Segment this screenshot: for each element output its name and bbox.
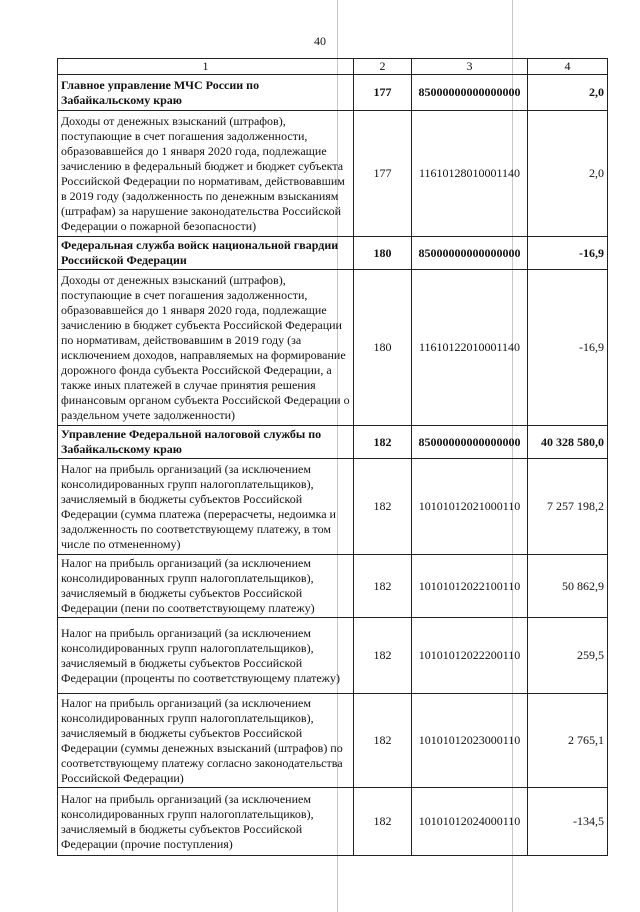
table-row <box>58 694 608 788</box>
table-row <box>58 111 608 237</box>
row-kbk-code: 10101012023000110 <box>412 694 528 788</box>
row-amount: -16,9 <box>528 270 608 426</box>
row-description: Налог на прибыль организаций (за исключением консолидированных групп налогоплательщиков), зачисляемый в бюджеты субъектов Российской Федерации (пени по соответствующему платежу) <box>58 555 354 618</box>
row-admin-code: 177 <box>354 75 412 111</box>
table-section-row <box>58 237 608 270</box>
row-kbk-code: 11610128010001140 <box>412 111 528 237</box>
table-section-row <box>58 75 608 111</box>
table-row <box>58 618 608 694</box>
row-admin-code: 182 <box>354 618 412 694</box>
table-row <box>58 270 608 426</box>
page-number: 40 <box>314 34 326 48</box>
row-amount: 2 765,1 <box>528 694 608 788</box>
revenue-table <box>57 58 608 856</box>
row-description: Налог на прибыль организаций (за исключением консолидированных групп налогоплательщиков), зачисляемый в бюджеты субъектов Российской Федерации (суммы денежных взысканий (штрафов) по соответствующему платежу согласно законодательства Российской Федерации) <box>58 694 354 788</box>
header-col-2: 2 <box>354 59 412 75</box>
table-body <box>58 75 608 856</box>
row-description: Главное управление МЧС России по Забайкальскому краю <box>58 75 354 111</box>
row-admin-code: 182 <box>354 555 412 618</box>
row-admin-code: 182 <box>354 788 412 856</box>
row-admin-code: 177 <box>354 111 412 237</box>
row-kbk-code: 10101012022200110 <box>412 618 528 694</box>
row-description: Налог на прибыль организаций (за исключением консолидированных групп налогоплательщиков), зачисляемый в бюджеты субъектов Российской Федерации (сумма платежа (перерасчеты, недоимка и задолженность по соответствующему платежу, в том числе по отмененному) <box>58 459 354 555</box>
row-description: Налог на прибыль организаций (за исключением консолидированных групп налогоплательщиков), зачисляемый в бюджеты субъектов Российской Федерации (прочие поступления) <box>58 788 354 856</box>
row-admin-code: 182 <box>354 459 412 555</box>
table-row <box>58 459 608 555</box>
row-kbk-code: 85000000000000000 <box>412 75 528 111</box>
row-kbk-code: 10101012022100110 <box>412 555 528 618</box>
row-admin-code: 182 <box>354 694 412 788</box>
row-kbk-code: 10101012021000110 <box>412 459 528 555</box>
row-description: Федеральная служба войск национальной гвардии Российской Федерации <box>58 237 354 270</box>
row-admin-code: 182 <box>354 426 412 459</box>
row-kbk-code: 85000000000000000 <box>412 426 528 459</box>
row-kbk-code: 85000000000000000 <box>412 237 528 270</box>
header-row <box>58 59 608 75</box>
row-description: Налог на прибыль организаций (за исключением консолидированных групп налогоплательщиков), зачисляемый в бюджеты субъектов Российской Федерации (проценты по соответствующему платежу) <box>58 618 354 694</box>
row-description: Управление Федеральной налоговой службы по Забайкальскому краю <box>58 426 354 459</box>
row-amount: 7 257 198,2 <box>528 459 608 555</box>
row-amount: -16,9 <box>528 237 608 270</box>
row-amount: 2,0 <box>528 111 608 237</box>
row-description: Доходы от денежных взысканий (штрафов), поступающие в счет погашения задолженности, образовавшейся до 1 января 2020 года, подлежащие зачислению в бюджет субъекта Российской Федерации по нормативам, действовавшим в 2019 году (за исключением доходов, направляемых на формирование дорожного фонда субъекта Российской Федерации, а также иных платежей в случае принятия решения финансовым органом субъекта Российской Федерации о раздельном учете задолженности) <box>58 270 354 426</box>
table-row <box>58 788 608 856</box>
table-section-row <box>58 426 608 459</box>
row-admin-code: 180 <box>354 270 412 426</box>
header-col-1: 1 <box>58 59 354 75</box>
table-row <box>58 555 608 618</box>
row-amount: 2,0 <box>528 75 608 111</box>
row-amount: 40 328 580,0 <box>528 426 608 459</box>
row-description: Доходы от денежных взысканий (штрафов), поступающие в счет погашения задолженности, образовавшейся до 1 января 2020 года, подлежащие зачислению в федеральный бюджет и бюджет субъекта Российской Федерации по нормативам, действовавшим в 2019 году (задолженность по денежным взысканиям (штрафам) за нарушение законодательства Российской Федерации о пожарной безопасности) <box>58 111 354 237</box>
row-amount: -134,5 <box>528 788 608 856</box>
row-amount: 259,5 <box>528 618 608 694</box>
header-col-4: 4 <box>528 59 608 75</box>
header-col-3: 3 <box>412 59 528 75</box>
row-amount: 50 862,9 <box>528 555 608 618</box>
row-admin-code: 180 <box>354 237 412 270</box>
row-kbk-code: 11610122010001140 <box>412 270 528 426</box>
row-kbk-code: 10101012024000110 <box>412 788 528 856</box>
